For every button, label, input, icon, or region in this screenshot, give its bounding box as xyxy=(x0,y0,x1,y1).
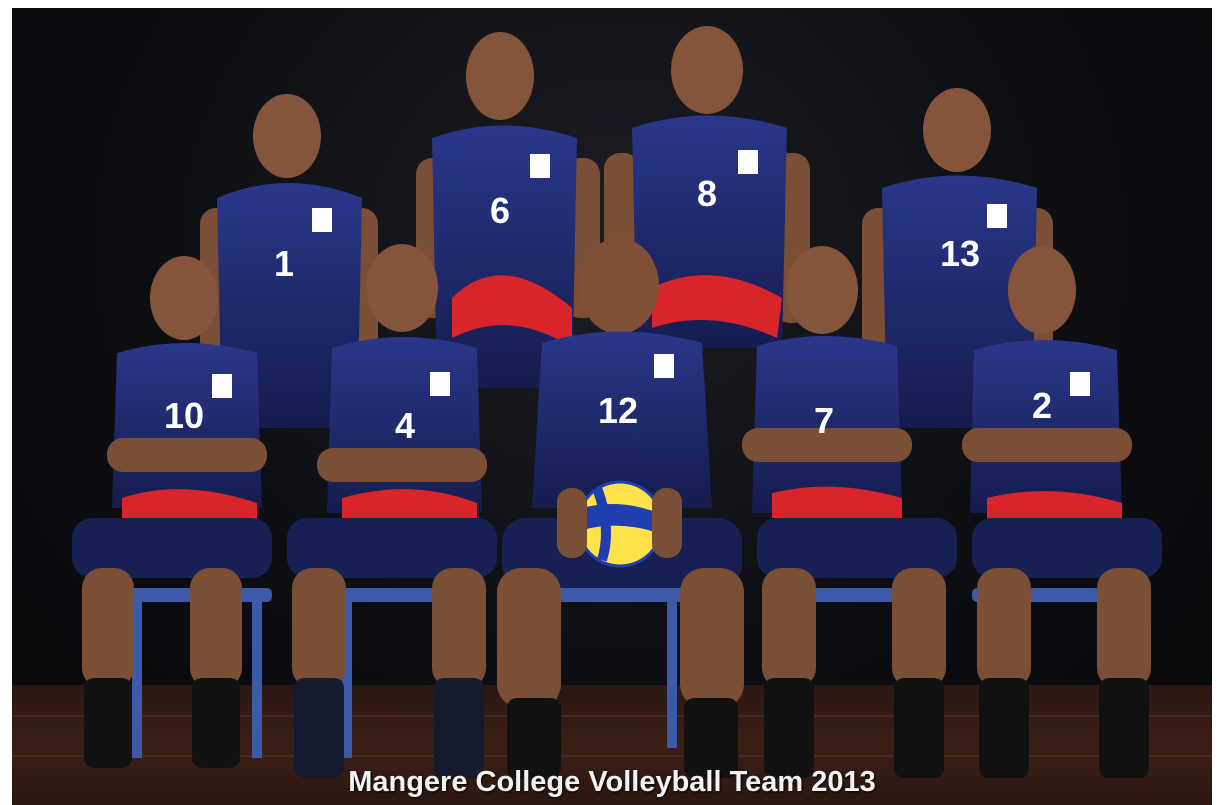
jersey-number: 6 xyxy=(489,190,511,231)
jersey-number: 4 xyxy=(394,405,416,446)
players-illustration xyxy=(12,8,1212,805)
volleyball-icon xyxy=(578,482,662,566)
chairs xyxy=(122,588,1122,758)
jersey-number: 2 xyxy=(1031,385,1053,426)
team-photo xyxy=(12,8,1212,805)
jersey-number: 13 xyxy=(939,233,981,274)
jersey-number: 7 xyxy=(813,400,835,441)
jersey-number: 8 xyxy=(696,173,718,214)
jersey-number: 10 xyxy=(163,395,205,436)
jersey-number: 1 xyxy=(273,243,295,284)
player-back-6 xyxy=(416,32,600,388)
jersey-number: 12 xyxy=(597,390,639,431)
photo-caption: Mangere College Volleyball Team 2013 xyxy=(348,766,876,798)
